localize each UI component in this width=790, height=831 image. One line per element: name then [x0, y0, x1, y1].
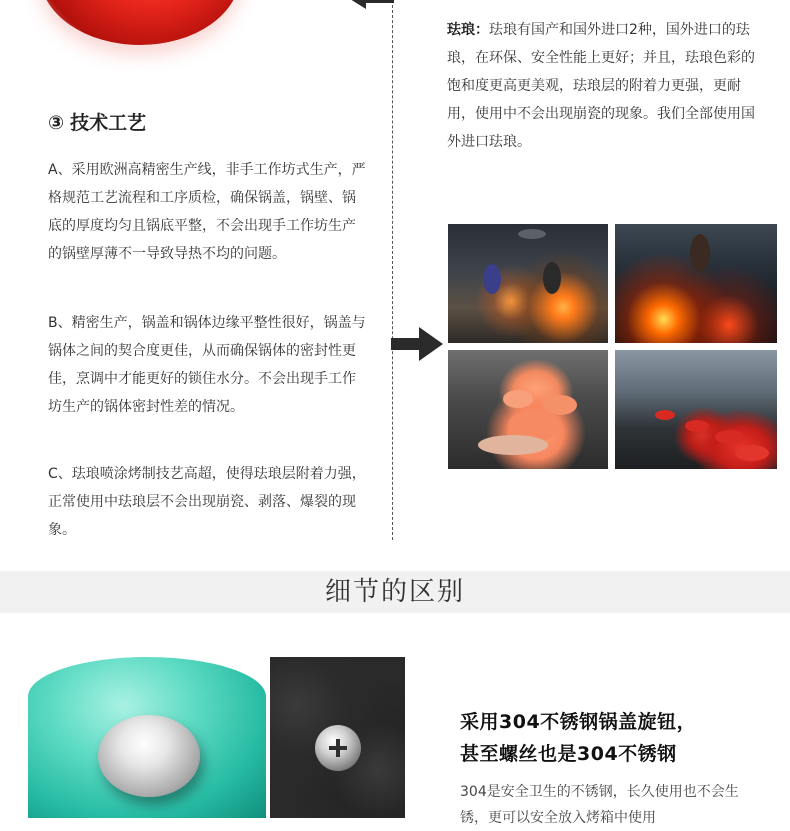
teal-lid-image [28, 657, 266, 818]
factory-photo-pouring [615, 224, 777, 343]
lid-knob [98, 715, 200, 797]
factory-photo-workers [448, 224, 608, 343]
arrow-right-icon [391, 327, 445, 361]
paragraph-a: A、采用欧洲高精密生产线，非手工作坊式生产，严格规范工艺流程和工序质检，确保锅盖，锅壁、锅底的厚度均匀且锅底平整，不会出现手工作坊生产的锅壁厚薄不一导致导热不均的问题。 [48, 162, 366, 262]
paragraph-b: B、精密生产，锅盖和锅体边缘平整性很好，锅盖与锅体之间的契合度更佳，从而确保锅体的密封性更佳，烹调中才能更好的锁住水分。不会出现手工作坊生产的锅体密封性差的情况。 [48, 315, 366, 415]
feature-title [460, 706, 696, 770]
feature-title-line1: 采用304不锈钢锅盖旋钮， [460, 711, 697, 733]
enamel-body: 珐琅有国产和国外进口2种，国外进口的珐琅，在环保、安全性能上更好；并且，珐琅色彩的饱和度更高更美观，珐琅层的附着力更强，更耐用，使用中不会出现崩瓷的现象。我们全部使用国外进口珐琅。 [447, 22, 755, 150]
feature-body: 304是安全卫生的不锈钢，长久使用也不会生锈，更可以安全放入烤箱中使用 [460, 784, 739, 826]
screw-closeup-image [270, 657, 405, 818]
enamel-term: 珐琅： [447, 22, 489, 38]
phillips-cross-icon [329, 739, 347, 757]
enamel-description [447, 16, 767, 156]
red-pot-image [40, 0, 240, 45]
section-title-text: 技术工艺 [70, 112, 147, 134]
banner-title: 细节的区别 [324, 577, 465, 607]
factory-photo-production-line [615, 350, 777, 469]
vertical-divider [392, 0, 393, 540]
arrow-left-icon [350, 0, 394, 14]
section-number: ③ [48, 112, 65, 134]
paragraph-c: C、珐琅喷涂烤制技艺高超，使得珐琅层附着力强，正常使用中珐琅层不会出现崩瓷、剥落、爆裂的现象。 [48, 466, 366, 538]
section-title [48, 108, 146, 135]
screw-icon [315, 725, 361, 771]
factory-photo-enamel-pots [448, 350, 608, 469]
feature-title-line2: 甚至螺丝也是304不锈钢 [460, 743, 677, 765]
